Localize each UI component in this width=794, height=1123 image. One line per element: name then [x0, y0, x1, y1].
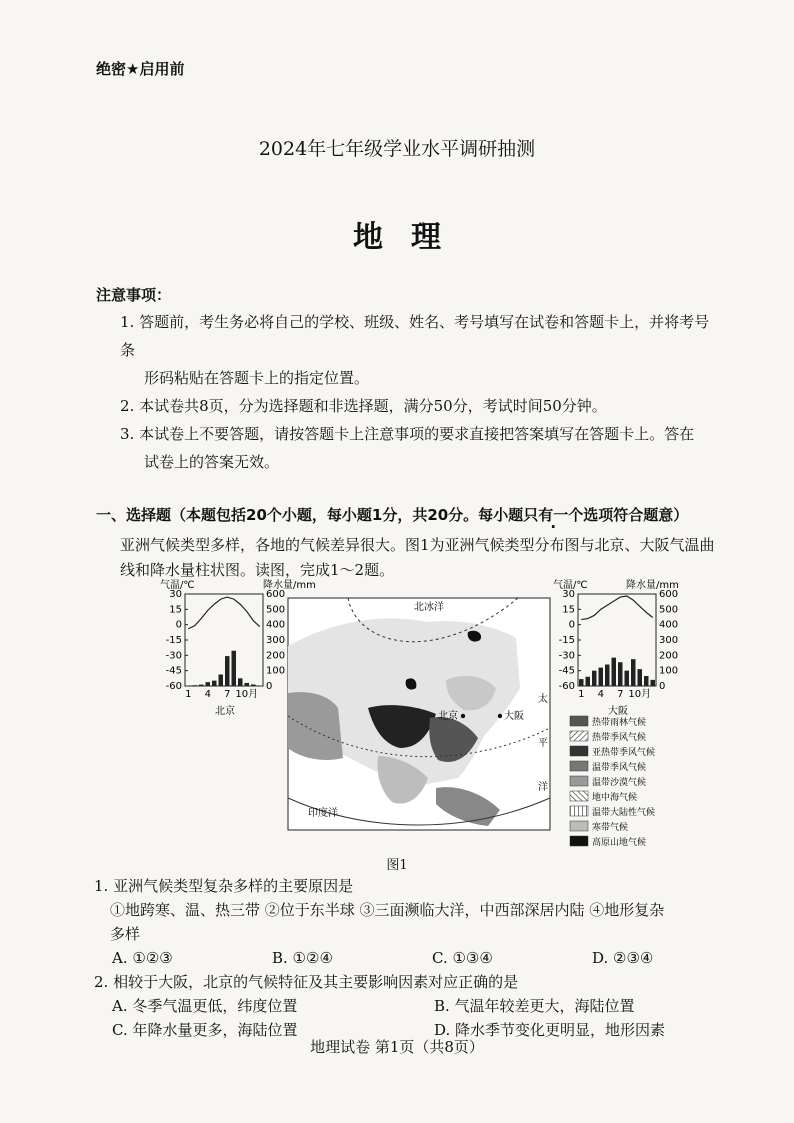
option-d[interactable]: D. 降水季节变化更明显，地形因素: [434, 1021, 666, 1039]
question-1: [94, 874, 744, 970]
legend-swatch: [570, 746, 588, 756]
precip-bar: [212, 681, 217, 686]
pacific-label-1: 太: [538, 694, 548, 705]
note-line: 2. 本试卷共8页，分为选择题和非选择题，满分50分，考试时间50分钟。: [120, 397, 607, 415]
section-heading: [96, 504, 688, 525]
option-c[interactable]: C. 年降水量更多，海陆位置: [112, 1021, 298, 1039]
section-heading-post: 选项符合题意）: [583, 506, 689, 524]
precip-tick-label: 100: [659, 665, 679, 677]
legend-label: 地中海气候: [592, 793, 638, 803]
page-footer: 地理试卷 第1页（共8页）: [310, 1038, 484, 1056]
precip-bar: [651, 680, 656, 686]
beijing-precip-label: 降水量/mm: [263, 580, 316, 591]
question-1-options: [94, 946, 744, 970]
beijing-plot-frame: [185, 594, 263, 686]
figure-1: [150, 572, 679, 872]
precip-tick-label: 0: [659, 681, 666, 692]
precip-bar: [618, 662, 623, 686]
indian-ocean-label: 印度洋: [308, 808, 338, 819]
precip-bar: [638, 669, 643, 686]
section-heading-emphasis: 只有一个: [523, 506, 584, 524]
precip-tick-label: 300: [659, 635, 679, 646]
legend-swatch: [570, 731, 588, 741]
osaka-temp-curve: [581, 596, 653, 620]
question-1-choices-cont: 多样: [110, 925, 141, 943]
legend-label: 寒带气候: [592, 823, 629, 833]
precip-tick-label: 500: [659, 604, 679, 616]
osaka-dot: [498, 714, 502, 718]
option-b[interactable]: B. ①②④: [272, 949, 333, 967]
temp-tick-label: -60: [558, 681, 575, 692]
precip-tick-label: 0: [266, 681, 273, 692]
question-2: [94, 970, 744, 1042]
precip-bar: [644, 676, 649, 686]
month-tick-label: 10月: [628, 689, 652, 700]
precip-tick-label: 500: [266, 604, 286, 616]
legend-label: 温带大陆性气候: [592, 808, 656, 818]
precip-bar: [625, 671, 630, 686]
precip-tick-label: 600: [659, 589, 679, 600]
precip-bar: [238, 678, 243, 686]
temp-tick-label: -30: [165, 650, 182, 662]
legend-swatch: [570, 761, 588, 771]
osaka-precip-label: 降水量/mm: [626, 580, 679, 591]
exam-title: 2024年七年级学业水平调研抽测: [258, 138, 536, 160]
option-d[interactable]: D. ②③④: [592, 949, 654, 967]
precip-tick-label: 200: [266, 650, 286, 662]
precip-bar: [631, 659, 636, 686]
note-line: 3. 本试卷上不要答题，请按答题卡上注意事项的要求直接把答案填写在答题卡上。答在: [120, 425, 695, 443]
precip-tick-label: 600: [266, 589, 286, 600]
notes-heading: 注意事项：: [96, 286, 172, 304]
month-tick-label: 4: [204, 689, 211, 700]
osaka-plot-frame: [578, 594, 656, 686]
precip-bar: [586, 677, 591, 686]
beijing-map-label: 北京: [438, 711, 458, 722]
temp-tick-label: 30: [169, 589, 182, 600]
temp-tick-label: -45: [165, 665, 182, 677]
map-legend: [570, 716, 655, 848]
precip-bar: [225, 656, 230, 686]
month-tick-label: 10月: [235, 689, 259, 700]
beijing-dot: [461, 714, 465, 718]
question-2-options-row1: [94, 994, 744, 1018]
note-line: 形码粘贴在答题卡上的指定位置。: [144, 369, 370, 387]
legend-swatch: [570, 806, 588, 816]
temp-tick-label: 30: [562, 589, 575, 600]
pacific-label-2: 平: [538, 738, 548, 749]
note-line: 试卷上的答案无效。: [144, 453, 280, 471]
question-intro: 亚洲气候类型多样，各地的气候差异很大。图1为亚洲气候类型分布图与北京、大阪气温曲线和降水量柱状图。读图，完成1～2题。: [120, 536, 715, 579]
precip-tick-label: 400: [266, 619, 286, 631]
asia-climate-map: [288, 598, 550, 830]
legend-swatch: [570, 836, 588, 846]
arctic-ocean-label: 北冰洋: [414, 602, 444, 613]
precip-bar: [612, 658, 617, 686]
legend-label: 温带沙漠气候: [592, 778, 647, 788]
option-c[interactable]: C. ①③④: [432, 949, 493, 967]
legend-label: 热带季风气候: [592, 733, 647, 743]
legend-swatch: [570, 776, 588, 786]
question-1-stem: 1. 亚洲气候类型复杂多样的主要原因是: [94, 877, 354, 895]
legend-label: 温带季风气候: [592, 763, 647, 773]
temp-tick-label: -15: [165, 635, 182, 646]
precip-bar: [219, 675, 224, 687]
precip-tick-label: 400: [659, 619, 679, 631]
note-line: 1. 答题前，考生务必将自己的学校、班级、姓名、考号填写在试卷和答题卡上，并将考号条: [120, 313, 710, 359]
option-b[interactable]: B. 气温年较差更大，海陆位置: [434, 997, 635, 1015]
osaka-climate-chart: [553, 578, 679, 717]
legend-label: 高原山地气候: [592, 838, 647, 848]
precip-bar: [245, 683, 250, 686]
legend-swatch: [570, 791, 588, 801]
precip-tick-label: 300: [266, 635, 286, 646]
osaka-map-label: 大阪: [504, 711, 524, 722]
section-heading-pre: 一、选择题（本题包括20个小题，每小题1分，共20分。每小题: [96, 506, 524, 524]
beijing-temp-label: 气温/℃: [160, 580, 195, 591]
osaka-label: 大阪: [608, 706, 628, 717]
beijing-label: 北京: [215, 706, 235, 717]
month-tick-label: 4: [597, 689, 604, 700]
precip-bar: [599, 668, 604, 686]
precip-bar: [592, 671, 597, 686]
beijing-temp-curve: [188, 597, 260, 629]
precip-bar: [193, 685, 198, 686]
temp-tick-label: -30: [558, 650, 575, 662]
temp-tick-label: -45: [558, 665, 575, 677]
temp-tick-label: 0: [175, 619, 182, 631]
precip-bar: [579, 679, 584, 686]
option-a[interactable]: A. ①②③: [112, 949, 173, 967]
osaka-temp-label: 气温/℃: [553, 580, 588, 591]
question-1-choices: ①地跨寒、温、热三带 ②位于东半球 ③三面濒临大洋，中西部深居内陆 ④地形复杂: [110, 901, 665, 919]
precip-bar: [232, 651, 237, 686]
precip-bar: [605, 665, 610, 686]
precip-tick-label: 200: [659, 650, 679, 662]
month-tick-label: 7: [224, 689, 231, 700]
legend-label: 热带雨林气候: [592, 718, 647, 728]
month-tick-label: 1: [578, 689, 585, 700]
precip-bar: [199, 685, 204, 686]
month-tick-label: 7: [617, 689, 624, 700]
notes-list: [120, 308, 720, 476]
month-tick-label: 1: [185, 689, 192, 700]
subject-title: 地理: [353, 220, 469, 255]
pacific-label-3: 洋: [538, 782, 548, 793]
legend-label: 亚热带季风气候: [592, 748, 656, 758]
precip-bar: [251, 684, 256, 686]
temp-tick-label: -60: [165, 681, 182, 692]
confidential-mark: 绝密★启用前: [96, 60, 185, 78]
precip-tick-label: 100: [266, 665, 286, 677]
option-a[interactable]: A. 冬季气温更低，纬度位置: [112, 997, 298, 1015]
temp-tick-label: 15: [562, 604, 575, 616]
precip-bar: [206, 682, 211, 686]
figure-caption: 图1: [386, 858, 408, 873]
question-2-stem: 2. 相较于大阪，北京的气候特征及其主要影响因素对应正确的是: [94, 973, 519, 991]
legend-swatch: [570, 716, 588, 726]
legend-swatch: [570, 821, 588, 831]
temp-tick-label: -15: [558, 635, 575, 646]
temp-tick-label: 15: [169, 604, 182, 616]
temp-tick-label: 0: [568, 619, 575, 631]
